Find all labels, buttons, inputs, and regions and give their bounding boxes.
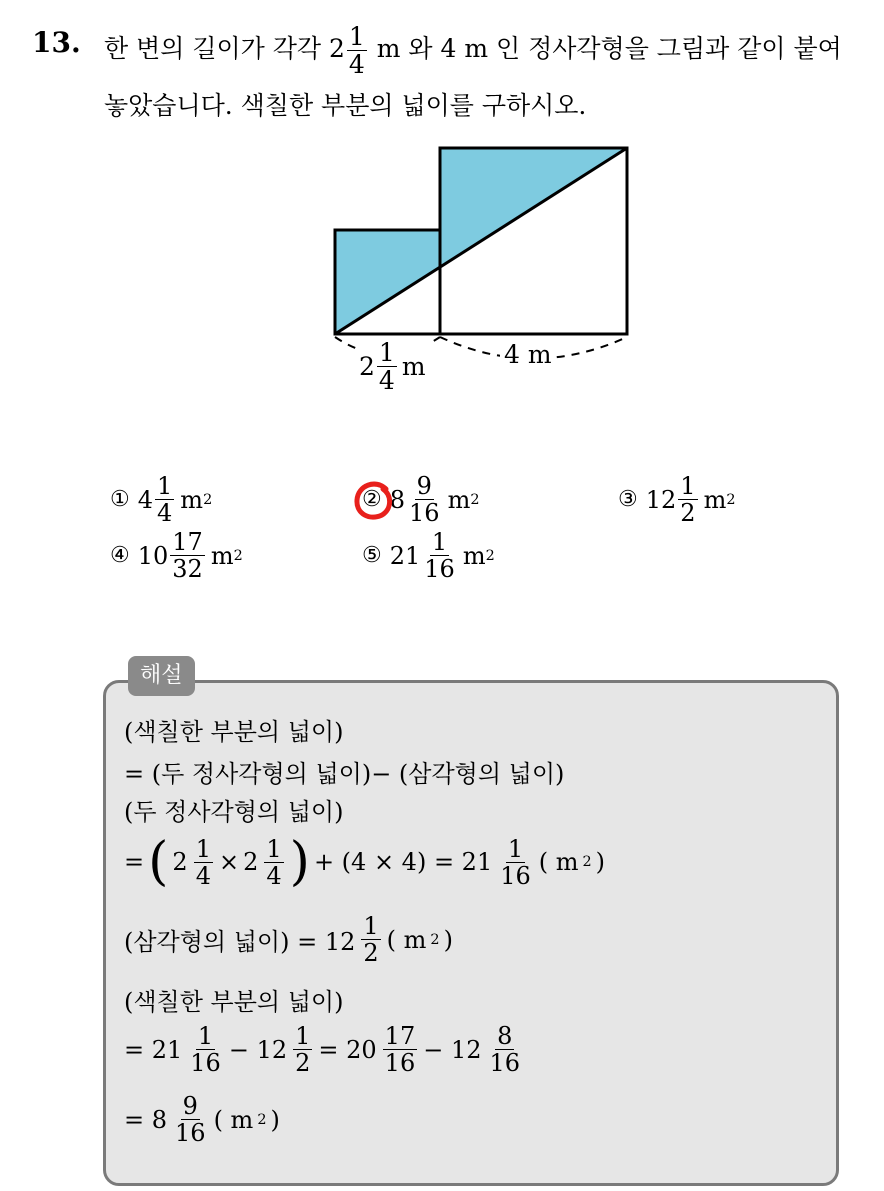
large-square-label: 4 m bbox=[500, 340, 556, 369]
solution-line-6: (색칠한 부분의 넓이) bbox=[124, 988, 344, 1016]
solution-line-1: (색칠한 부분의 넓이) bbox=[124, 718, 344, 746]
question-text: m 와 4 m 인 정사각형을 그림과 같이 붙여 bbox=[368, 34, 842, 63]
shaded-small-triangle bbox=[335, 230, 440, 334]
fraction: $\frac{1}{4}$ bbox=[348, 22, 365, 79]
option-1[interactable]: ① 4 $\frac{1}{4}$ m 2 bbox=[110, 472, 213, 527]
solution-line-5: (삼각형의 넓이) = 12 $\frac{1}{2}$ ( m 2 ) bbox=[124, 912, 453, 967]
solution-tag: 해설 bbox=[128, 656, 195, 696]
question-line-1 bbox=[104, 24, 842, 77]
option-2[interactable]: ② 8 $\frac{9}{16}$ m 2 bbox=[362, 474, 479, 525]
option-marker: ⑤ bbox=[362, 543, 382, 568]
solution-line-4: = ( 2 $\frac{1}{4}$ × 2 $\frac{1}{4}$ ) + (4 × 4) = 21 $\frac{1}{16}$ ( m 2 ) bbox=[124, 832, 606, 892]
option-marker: ③ bbox=[618, 487, 638, 512]
solution-line-3: (두 정사각형의 넓이) bbox=[124, 798, 344, 826]
option-4[interactable]: ④ 10 $\frac{17}{32}$ m 2 bbox=[110, 528, 243, 583]
question-number: 13. bbox=[32, 26, 81, 59]
option-3[interactable]: ③ 12 $\frac{1}{2}$ m 2 bbox=[618, 472, 736, 527]
option-marker: ④ bbox=[110, 543, 130, 568]
question-line-2: 놓았습니다. 색칠한 부분의 넓이를 구하시오. bbox=[104, 91, 587, 120]
solution-line-8: = 8 $\frac{9}{16}$ ( m 2 ) bbox=[124, 1092, 280, 1147]
solution-line-7: = 21 $\frac{1}{16}$ − 12 $\frac{1}{2}$ = 20 $\frac{17}{16}$ − 12 $\frac{8}{16}$ bbox=[124, 1022, 521, 1077]
solution-line-2: = (두 정사각형의 넓이)− (삼각형의 넓이) bbox=[124, 760, 565, 788]
question-text: 한 변의 길이가 각각 2 bbox=[104, 34, 345, 63]
option-marker: ② bbox=[362, 487, 382, 512]
small-square-label: 2 $\frac{1}{4}$ m bbox=[356, 340, 429, 393]
option-5[interactable]: ⑤ 21 $\frac{1}{16}$ m 2 bbox=[362, 528, 495, 583]
answer-circle-mark bbox=[352, 479, 396, 523]
option-marker: ① bbox=[110, 487, 130, 512]
